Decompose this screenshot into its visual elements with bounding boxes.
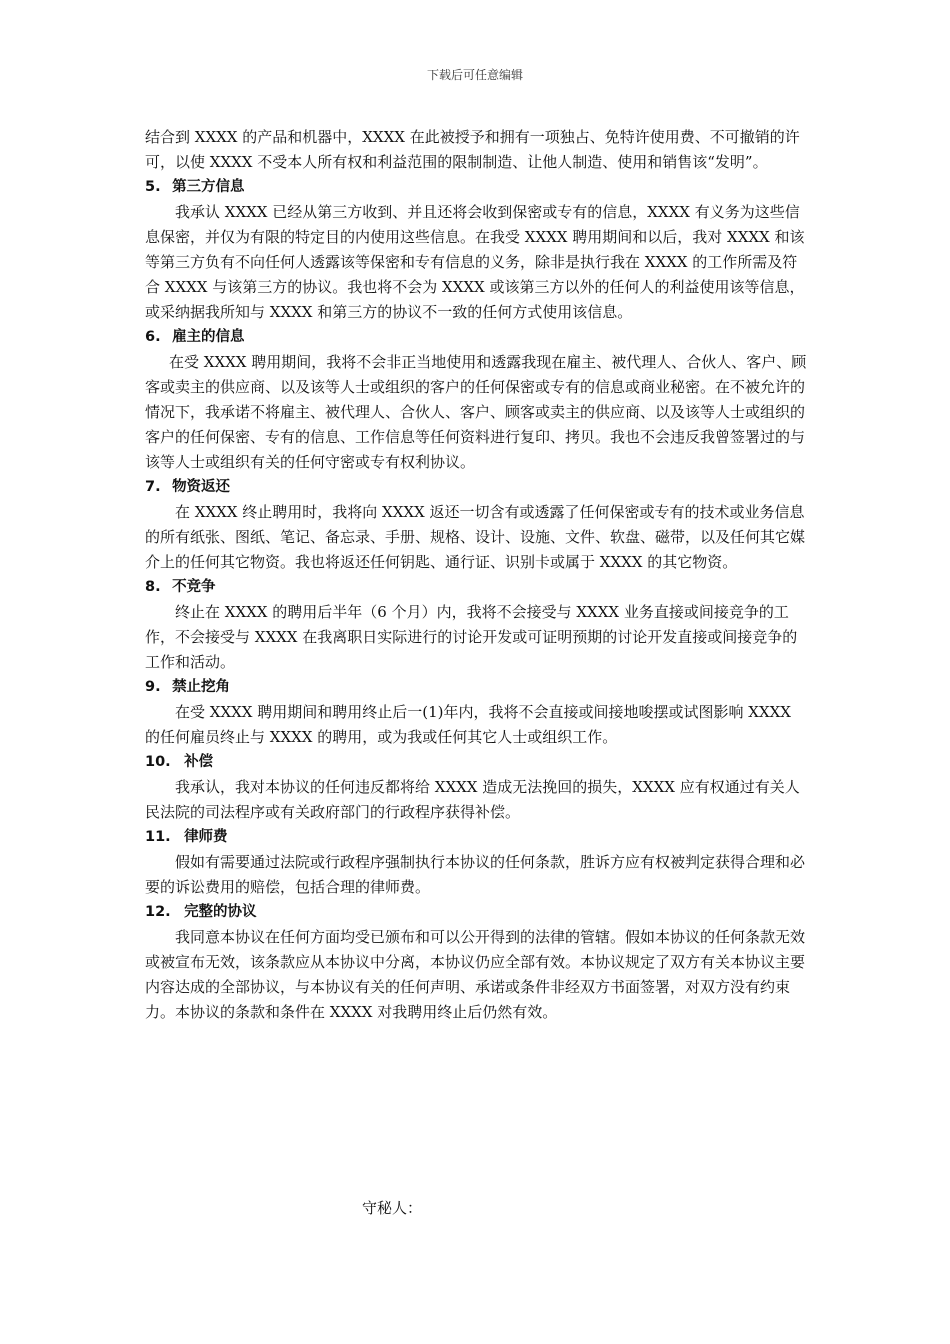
section-7 (145, 475, 809, 575)
section-title: 完整的协议 (184, 904, 257, 920)
section-number: 6. (145, 329, 161, 345)
section-9 (145, 675, 809, 750)
section-body: 终止在 XXXX 的聘用后半年（6 个月）内，我将不会接受与 XXXX 业务直接或间接竞争的工作，不会接受与 XXXX 在我离职日实际进行的讨论开发或可证明预期的讨论开发直接或间接竞争的工作和活动。 (145, 603, 798, 671)
section-number: 8. (145, 579, 161, 595)
section-body: 在受 XXXX 聘用期间，我将不会非正当地使用和透露我现在雇主、被代理人、合伙人、客户、顾客或卖主的供应商、以及该等人士或组织的客户的任何保密或专有的信息或商业秘密。在不被允许的情况下，我承诺不将雇主、被代理人、合伙人、客户、顾客或卖主的供应商、以及该等人士或组织的客户的任何保密、专有的信息、工作信息等任何资料进行复印、拷贝。我也不会违反我曾签署过的与该等人士或组织有关的任何守密或专有权利协议。 (145, 353, 807, 471)
section-5 (145, 175, 809, 325)
section-title: 禁止挖角 (172, 679, 231, 695)
section-title: 第三方信息 (172, 179, 245, 195)
section-8 (145, 575, 809, 675)
section-heading (145, 825, 809, 850)
section-number: 5. (145, 179, 161, 195)
intro-paragraph: 结合到 XXXX 的产品和机器中，XXXX 在此被授予和拥有一项独占、免特许使用费、不可撤销的许可，以使 XXXX 不受本人所有权和利益范围的限制制造、让他人制造、使用和销售该“发明”。 (145, 128, 800, 171)
section-number: 10. (145, 754, 171, 770)
section-title: 补偿 (184, 754, 214, 770)
section-heading (145, 900, 809, 925)
section-number: 11. (145, 829, 171, 845)
section-heading (145, 175, 809, 200)
section-body: 在 XXXX 终止聘用时，我将向 XXXX 返还一切含有或透露了任何保密或专有的技术或业务信息的所有纸张、图纸、笔记、备忘录、手册、规格、设计、设施、文件、软盘、磁带，以及任何其它媒介上的任何其它物资。我也将返还任何钥匙、通行证、识别卡或属于 XXXX 的其它物资。 (145, 503, 806, 571)
section-title: 不竞争 (172, 579, 216, 595)
section-title: 物资返还 (172, 479, 231, 495)
section-heading (145, 675, 809, 700)
section-body: 假如有需要通过法院或行政程序强制执行本协议的任何条款，胜诉方应有权被判定获得合理和必要的诉讼费用的赔偿，包括合理的律师费。 (145, 853, 806, 896)
section-body: 我同意本协议在任何方面均受已颁布和可以公开得到的法律的管辖。假如本协议的任何条款无效或被宣布无效，该条款应从本协议中分离，本协议仍应全部有效。本协议规定了双方有关本协议主要内容达成的全部协议，与本协议有关的任何声明、承诺或条件非经双方书面签署，对双方没有约束力。本协议的条款和条件在 XXXX 对我聘用终止后仍然有效。 (145, 928, 806, 1021)
section-10 (145, 750, 809, 825)
section-number: 12. (145, 904, 171, 920)
section-6 (145, 325, 809, 475)
section-heading (145, 750, 809, 775)
section-11 (145, 825, 809, 900)
section-number: 7. (145, 479, 161, 495)
section-body: 我承认 XXXX 已经从第三方收到、并且还将会收到保密或专有的信息，XXXX 有义务为这些信息保密，并仅为有限的特定目的内使用这些信息。在我受 XXXX 聘用期间和以后，我对 XXXX 和该等第三方负有不向任何人透露该等保密和专有信息的义务，除非是执行我在 XXXX 的工作所需及符合 XXXX 与该第三方的协议。我也将不会为 XXXX 或该第三方以外的任何人的利益使用该等信息，或采纳据我所知与 XXXX 和第三方的协议不一致的任何方式使用该信息。 (145, 203, 805, 321)
section-title: 雇主的信息 (172, 329, 245, 345)
section-number: 9. (145, 679, 161, 695)
section-title: 律师费 (184, 829, 228, 845)
signature-label: 守秘人： (362, 1199, 423, 1217)
section-body: 我承认，我对本协议的任何违反都将给 XXXX 造成无法挽回的损失，XXXX 应有权通过有关人民法院的司法程序或有关政府部门的行政程序获得补偿。 (145, 778, 800, 821)
section-heading (145, 475, 809, 500)
page-header: 下载后可任意编辑 (426, 68, 523, 82)
section-heading (145, 575, 809, 600)
section-heading (145, 325, 809, 350)
section-12 (145, 900, 809, 1025)
document-body (145, 125, 809, 1025)
section-body: 在受 XXXX 聘用期间和聘用终止后一(1)年内，我将不会直接或间接地唆摆或试图影响 XXXX 的任何雇员终止与 XXXX 的聘用，或为我或任何其它人士或组织工作。 (145, 703, 791, 746)
